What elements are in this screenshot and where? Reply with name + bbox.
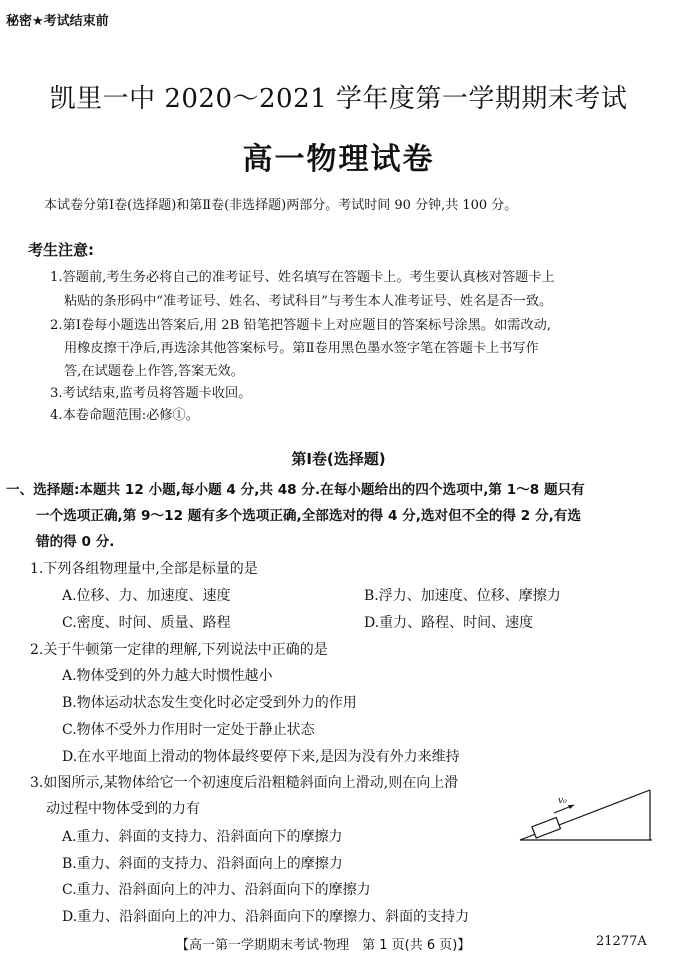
question-stem: 3.如图所示,某物体给它一个初速度后沿粗糙斜面向上滑动,则在向上滑: [30, 775, 459, 791]
exam-intro: 本试卷分第Ⅰ卷(选择题)和第Ⅱ卷(非选择题)两部分。考试时间 90 分钟,共 100 分。: [44, 198, 518, 213]
option-c: C.密度、时间、质量、路程: [62, 615, 231, 631]
question-stem: 1.下列各组物理量中,全部是标量的是: [30, 561, 258, 577]
option-b: B.物体运动状态发生变化时必定受到外力的作用: [62, 695, 357, 711]
notice-heading: 考生注意:: [28, 241, 94, 259]
option-a: A.物体受到的外力越大时惯性越小: [62, 668, 273, 684]
notice-line: 4.本卷命题范围:必修①。: [50, 408, 199, 423]
option-d: D.在水平地面上滑动的物体最终要停下来,是因为没有外力来维持: [62, 749, 460, 765]
option-b: B.浮力、加速度、位移、摩擦力: [364, 588, 561, 604]
sliding-block: [532, 818, 561, 839]
exam-title: 凯里一中 2020～2021 学年度第一学期期末考试: [49, 84, 628, 114]
notice-line: 用橡皮擦干净后,再选涂其他答案标号。第Ⅱ卷用黑色墨水签字笔在答题卡上书写作: [64, 341, 539, 356]
page-footer: 【高一第一学期期末考试·物理 第 1 页(共 6 页)】: [176, 938, 471, 953]
section-instruction: 错的得 0 分.: [36, 534, 115, 550]
option-c: C.物体不受外力作用时一定处于静止状态: [62, 722, 315, 738]
velocity-label: v₀: [558, 796, 567, 806]
section-heading: 第Ⅰ卷(选择题): [291, 450, 386, 468]
option-c: C.重力、沿斜面向上的冲力、沿斜面向下的摩擦力: [62, 882, 371, 898]
section-instruction: 一、选择题:本题共 12 小题,每小题 4 分,共 48 分.在每小题给出的四个选项中,第 1～8 题只有: [6, 482, 585, 498]
option-d: D.重力、路程、时间、速度: [364, 615, 534, 631]
notice-line: 2.第Ⅰ卷每小题选出答案后,用 2B 铅笔把答题卡上对应题目的答案标号涂黑。如需改动,: [50, 318, 552, 333]
question-stem: 动过程中物体受到的力有: [46, 801, 200, 817]
notice-line: 3.考试结束,监考员将答题卡收回。: [50, 386, 252, 401]
option-a: A.重力、斜面的支持力、沿斜面向下的摩擦力: [62, 829, 343, 845]
option-d: D.重力、沿斜面向上的冲力、沿斜面向下的摩擦力、斜面的支持力: [62, 909, 470, 925]
option-b: B.重力、斜面的支持力、沿斜面向上的摩擦力: [62, 856, 343, 872]
notice-line: 粘贴的条形码中“准考证号、姓名、考试科目”与考生本人准考证号、姓名是否一致。: [64, 294, 553, 309]
paper-code: 21277A: [596, 934, 647, 949]
paper-subtitle: 高一物理试卷: [242, 142, 435, 177]
question-stem: 2.关于牛顿第一定律的理解,下列说法中正确的是: [30, 642, 328, 658]
incline-diagram: [518, 788, 654, 846]
option-a: A.位移、力、加速度、速度: [62, 588, 231, 604]
notice-line: 1.答题前,考生务必将自己的准考证号、姓名填写在答题卡上。考生要认真核对答题卡上: [50, 270, 555, 285]
section-instruction: 一个选项正确,第 9～12 题有多个选项正确,全部选对的得 4 分,选对但不全的得 2 分,有选: [36, 508, 581, 524]
confidential-header: 秘密★考试结束前: [6, 14, 109, 29]
notice-line: 答,在试题卷上作答,答案无效。: [64, 364, 244, 379]
